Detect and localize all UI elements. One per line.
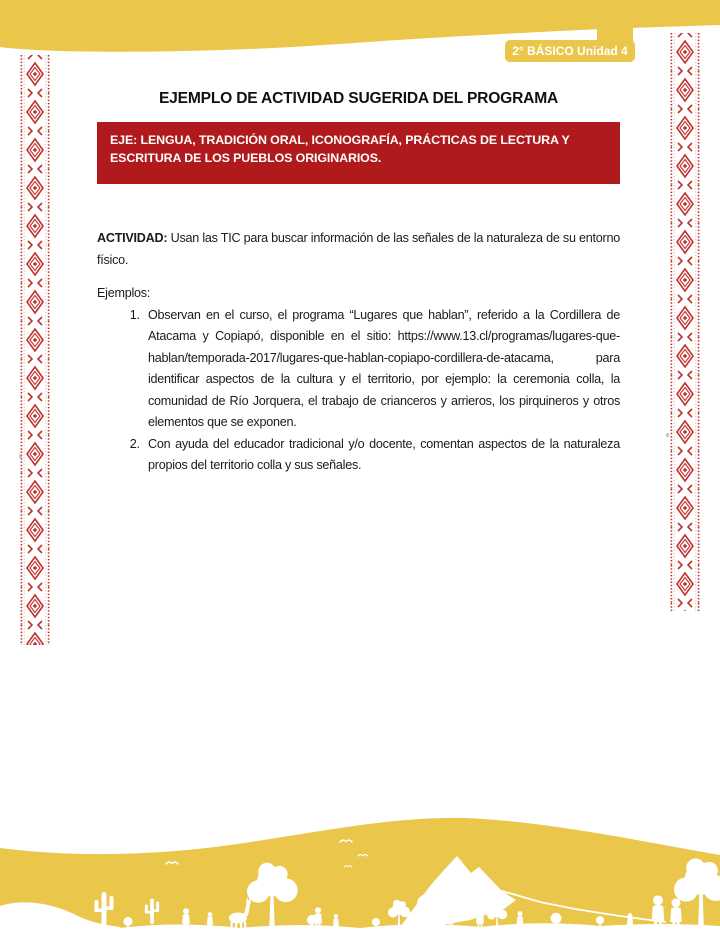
stray-mark	[19, 454, 22, 458]
andean-textile-border-left	[20, 55, 50, 645]
list-item: 2. Con ayuda del educador tradicional y/o docente, comentan aspectos de la naturaleza propios del territorio colla y sus señales.	[143, 434, 620, 477]
list-item: 1. Observan en el curso, el programa “Lugares que hablan”, referido a la Cordillera de Atacama y Copiapó, disponible en el sitio: https://www.13.cl/programas/lugares-que-hablan/temporada-2017/lugares-que-hablan-copiapo-cordillera-de-atacama, para identificar aspectos de la cultura y el territorio, por ejemplo: la ceremonia colla, la comunidad de Río Jorquera, el trabajo de crianceros y arrieros, los pirquineros y otros elementos que se exponen.	[143, 305, 620, 434]
eje-banner-text: EJE: LENGUA, TRADICIÓN ORAL, ICONOGRAFÍA, PRÁCTICAS DE LECTURA Y ESCRITURA DE LOS PUEBLOS ORIGINARIOS.	[110, 133, 570, 165]
page-title: EJEMPLO DE ACTIVIDAD SUGERIDA DEL PROGRAMA	[158, 90, 559, 107]
examples-label: Ejemplos:	[97, 286, 151, 301]
examples-list	[97, 305, 620, 477]
activity-paragraph	[97, 228, 620, 271]
stray-mark	[666, 433, 669, 437]
footer-landscape-band	[0, 812, 720, 932]
eje-banner	[97, 122, 620, 184]
activity-text: Usan las TIC para buscar información de las señales de la naturaleza de su entorno físico.	[97, 231, 620, 267]
activity-label: ACTIVIDAD:	[97, 231, 168, 246]
andean-textile-border-right	[670, 33, 700, 611]
main-content	[97, 0, 620, 477]
unit-badge: 2° BÁSICO Unidad 4	[505, 40, 635, 62]
